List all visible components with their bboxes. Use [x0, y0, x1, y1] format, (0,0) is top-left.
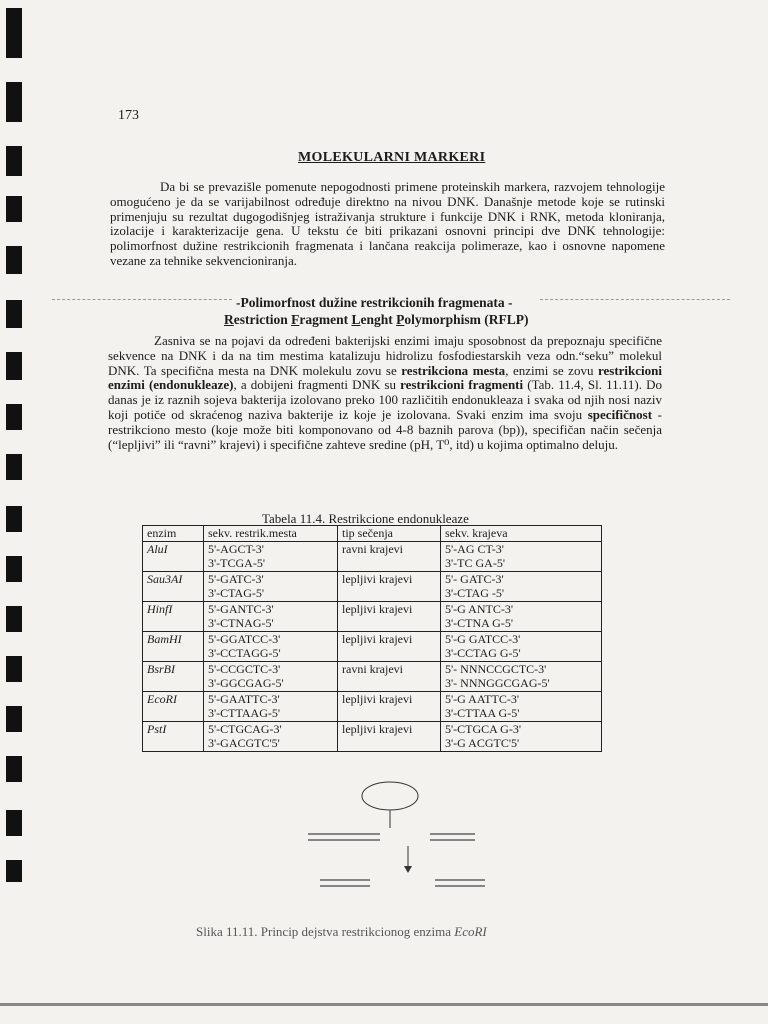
fragment-ends: [441, 542, 602, 572]
cut-type: [338, 632, 441, 662]
fragment-ends-line: 5'- NNNCCGCTC-3': [445, 662, 547, 676]
restriction-site-line: 5'-GANTC-3': [208, 602, 274, 616]
cut-type: [338, 542, 441, 572]
table-row: [143, 722, 602, 752]
table-row: [143, 572, 602, 602]
fragment-ends: [441, 692, 602, 722]
fragment-ends: [441, 662, 602, 692]
table-header-row: [143, 526, 602, 542]
fragment-ends-line: 5'-AG CT-3': [445, 542, 504, 556]
page-number: 173: [118, 108, 139, 123]
restriction-site: [204, 572, 338, 602]
fragment-ends-line: 3'- NNNGGCGAG-5': [445, 676, 550, 690]
fragment-ends: [441, 602, 602, 632]
enzyme-name-line: BsrBI: [147, 662, 175, 676]
restriction-site: [204, 722, 338, 752]
restriction-site-line: 3'-CTTAAG-5': [208, 706, 281, 720]
restriction-site-line: 5'-GGATCC-3': [208, 632, 281, 646]
enzyme-name-line: PstI: [147, 722, 167, 736]
enzyme-name: [143, 632, 204, 662]
header-enzyme: enzim: [143, 526, 204, 542]
restriction-site-line: 5'-AGCT-3': [208, 542, 264, 556]
rflp-paragraph: Zasniva se na pojavi da određeni bakterijski enzimi imaju sposobnost da prepoznaju specifične sekvence na DNK i da na tim mestima katalizuju hidrolizu fosfodiestarskih veza odn.“seku” molekul DNK. Ta specifična mesta na DNK molekulu zovu se restrikciona mesta, enzimi se zovu restrikcioni enzimi (endonukleaze), a dobijeni fragmenti DNK su restrikcioni fragmenti (Tab. 11.4, Sl. 11.11). Do danas je iz raznih sojeva bakterija izolovano preko 100 različitih endonukleaza i svaka od njih nosi naziv koji potiče od skraćenog naziva bakterije iz koje je izolovana. Svaki enzim ima svoju specifičnost - restrikciono mesto (koje može biti komponovano od 4-8 baznih parova (bp)), specifičan način sečenja (“lepljivi” ili “ravni” krajevi) i specifične zahteve sredine (pH, T⁰, itd) u kojima optimalno deluju.: [108, 333, 662, 452]
binding-holes: [0, 0, 40, 1024]
restriction-site: [204, 542, 338, 572]
enzyme-name-line: BamHI: [147, 632, 182, 646]
cut-type: [338, 572, 441, 602]
enzyme-name-line: Sau3AI: [147, 572, 183, 586]
cut-type: [338, 722, 441, 752]
fragment-ends-line: 5'-G AATTC-3': [445, 692, 519, 706]
restriction-site-line: 5'-CTGCAG-3': [208, 722, 282, 736]
page-edge: [0, 1003, 768, 1006]
enzyme-name: [143, 542, 204, 572]
restriction-site-line: 5'-CCGCTC-3': [208, 662, 281, 676]
header-site: sekv. restrik.mesta: [204, 526, 338, 542]
fragment-ends-line: 3'-CTAG -5': [445, 586, 505, 600]
figure-caption: Slika 11.11. Princip dejstva restrikcionog enzima EcoRI: [196, 924, 487, 939]
fragment-ends: [441, 722, 602, 752]
enzyme-name: [143, 692, 204, 722]
enzyme-name: [143, 602, 204, 632]
cut-type-line: ravni krajevi: [342, 542, 403, 556]
page-title: MOLEKULARNI MARKERI: [298, 150, 486, 165]
table-row: [143, 692, 602, 722]
fragment-ends-line: 3'-TC GA-5': [445, 556, 505, 570]
fragment-ends: [441, 572, 602, 602]
section-heading: -Polimorfnost dužine restrikcionih fragmenata -: [236, 295, 513, 310]
restriction-site-line: 5'-GAATTC-3': [208, 692, 280, 706]
table-row: [143, 542, 602, 572]
enzyme-name-line: EcoRI: [147, 692, 177, 706]
fragment-ends-line: 5'-G GATCC-3': [445, 632, 521, 646]
fragment-ends-line: 5'- GATC-3': [445, 572, 504, 586]
table-row: [143, 662, 602, 692]
table-row: [143, 632, 602, 662]
restriction-site: [204, 632, 338, 662]
header-cut-type: tip sečenja: [338, 526, 441, 542]
cut-type-line: lepljivi krajevi: [342, 692, 413, 706]
restriction-enzyme-table: [142, 525, 602, 752]
section-subheading: Restriction Fragment Lenght Polymorphism (RFLP): [224, 312, 529, 327]
enzyme-name: [143, 572, 204, 602]
restriction-site: [204, 692, 338, 722]
cut-type-line: lepljivi krajevi: [342, 632, 413, 646]
fragment-ends-line: 5'-G ANTC-3': [445, 602, 513, 616]
fragment-ends-line: 3'-CTTAA G-5': [445, 706, 520, 720]
enzyme-name: [143, 722, 204, 752]
cut-type: [338, 662, 441, 692]
restriction-site: [204, 602, 338, 632]
restriction-site-line: 3'-CTNAG-5': [208, 616, 274, 630]
cut-type-line: lepljivi krajevi: [342, 722, 413, 736]
restriction-site-line: 3'-CTAG-5': [208, 586, 265, 600]
restriction-site-line: 3'-CCTAGG-5': [208, 646, 281, 660]
restriction-site: [204, 662, 338, 692]
cut-type-line: ravni krajevi: [342, 662, 403, 676]
fragment-ends-line: 3'-CCTAG G-5': [445, 646, 521, 660]
fragment-ends-line: 3'-CTNA G-5': [445, 616, 513, 630]
enzyme-name: [143, 662, 204, 692]
table-caption: Tabela 11.4. Restrikcione endonukleaze: [262, 511, 469, 526]
restriction-site-line: 3'-GACGTC'5': [208, 736, 280, 750]
enzyme-name-line: AluI: [147, 542, 168, 556]
fragment-ends: [441, 632, 602, 662]
cut-type-line: lepljivi krajevi: [342, 572, 413, 586]
header-ends: sekv. krajeva: [441, 526, 602, 542]
cut-type-line: lepljivi krajevi: [342, 602, 413, 616]
enzyme-name-line: HinfI: [147, 602, 173, 616]
scan-dotted-line: [540, 299, 730, 300]
cut-type: [338, 602, 441, 632]
restriction-site-line: 5'-GATC-3': [208, 572, 264, 586]
scan-dotted-line: [52, 299, 232, 300]
restriction-site-line: 3'-GGCGAG-5': [208, 676, 284, 690]
table-row: [143, 602, 602, 632]
fragment-ends-line: 5'-CTGCA G-3': [445, 722, 521, 736]
fragment-ends-line: 3'-G ACGTC'5': [445, 736, 520, 750]
cut-type: [338, 692, 441, 722]
ecori-diagram: [290, 778, 520, 908]
restriction-site-line: 3'-TCGA-5': [208, 556, 265, 570]
intro-paragraph: Da bi se prevazišle pomenute nepogodnosti primene proteinskih markera, razvojem tehnologije omogućeno je da se varijabilnost određuje direktno na nivou DNK. Današnje metode koje se rutinski primenjuju su rezultat dugogodišnjeg istraživanja strukture i funkcije DNK i RNK, metoda kloniranja, izolacije i karakterizacije gena. U tekstu će biti prikazani osnovni principi dve DNK tehnologije: polimorfnost dužine restrikcionih fragmenata i lančana reakcija polimeraze, kao i osnovne napomene vezane za tehnike sekvencioniranja.: [110, 179, 665, 268]
